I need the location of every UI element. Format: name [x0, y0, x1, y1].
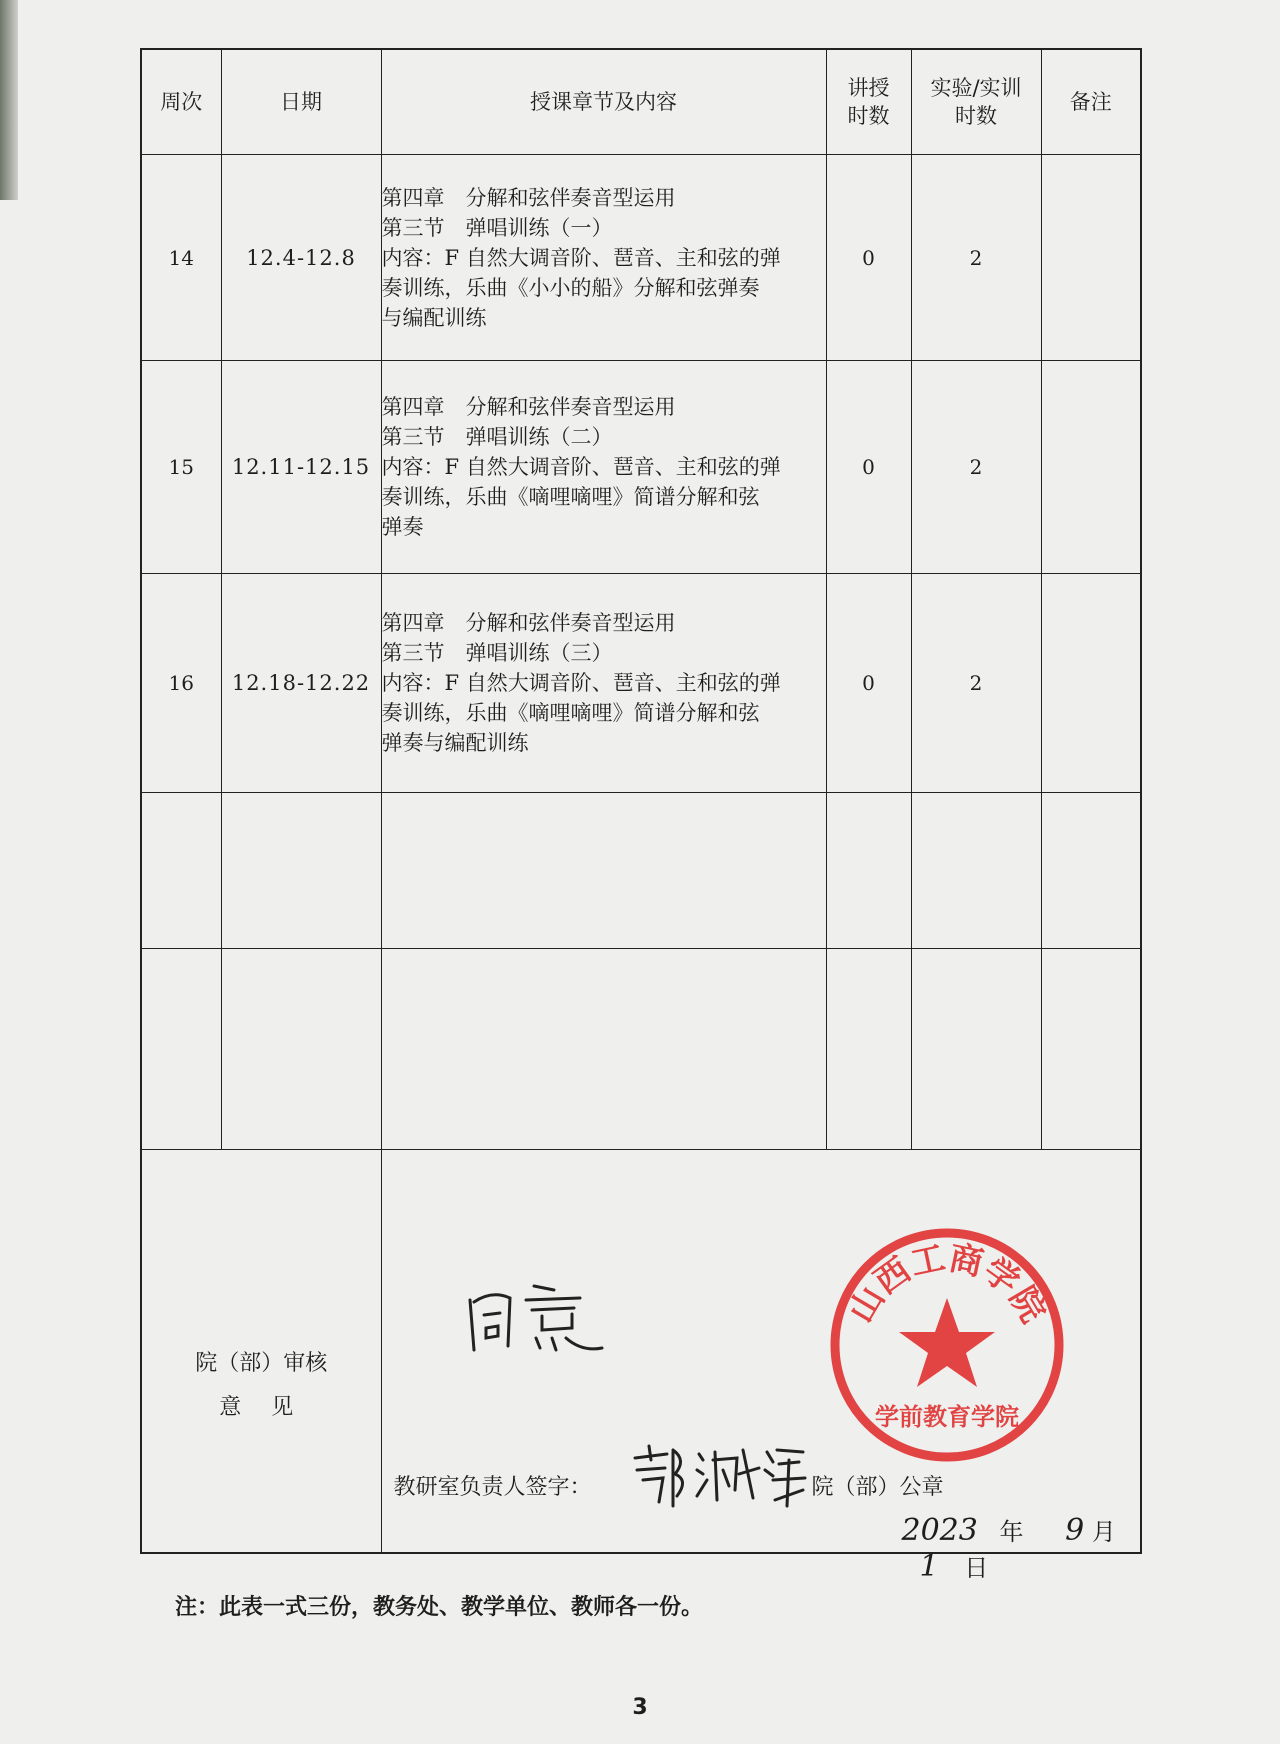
content-line: 奏训练，乐曲《嘀哩嘀哩》简谱分解和弦 — [381, 485, 760, 509]
signature-handwriting — [627, 1440, 807, 1510]
empty-cell — [221, 949, 381, 1150]
empty-row — [141, 949, 1141, 1150]
lecture-hours-cell: 0 — [826, 361, 911, 574]
week-cell: 16 — [141, 574, 221, 793]
content-line: 内容：F 自然大调音阶、琶音、主和弦的弹 — [381, 671, 781, 695]
content-cell — [381, 155, 826, 361]
lab-hours-cell: 2 — [911, 361, 1041, 574]
date-cell: 12.18-12.22 — [221, 574, 381, 793]
content-line: 奏训练，乐曲《嘀哩嘀哩》简谱分解和弦 — [381, 701, 760, 725]
table-header-row — [141, 49, 1141, 155]
remarks-cell — [1041, 574, 1141, 793]
review-label-cell — [141, 1150, 381, 1554]
header-content: 授课章节及内容 — [381, 49, 826, 155]
section-line: 第三节 弹唱训练（二） — [381, 425, 613, 449]
empty-cell — [826, 793, 911, 949]
content-line: 弹奏 — [381, 515, 424, 539]
section-line: 第三节 弹唱训练（一） — [381, 215, 613, 240]
table-row — [141, 361, 1141, 574]
header-lab-hours: 实验/实训 时数 — [911, 49, 1041, 155]
review-row — [141, 1150, 1141, 1554]
date-month: 9 — [1065, 1513, 1085, 1548]
content-line: 内容：F 自然大调音阶、琶音、主和弦的弹 — [381, 245, 781, 270]
header-lecture-hours: 讲授 时数 — [826, 49, 911, 155]
review-label-line1: 院（部）审核 — [195, 1351, 328, 1376]
approval-date — [902, 1512, 1141, 1584]
date-day-unit: 日 — [964, 1554, 989, 1582]
chapter-line: 第四章 分解和弦伴奏音型运用 — [381, 395, 676, 419]
empty-cell — [141, 793, 221, 949]
header-remarks: 备注 — [1041, 49, 1141, 155]
seal-graphic — [822, 1220, 1072, 1470]
content-line: 奏训练，乐曲《小小的船》分解和弦弹奏 — [381, 275, 760, 300]
lecture-hours-cell: 0 — [826, 155, 911, 361]
lecture-hours-cell: 0 — [826, 574, 911, 793]
opinion-handwriting — [462, 1280, 612, 1360]
page-number: 3 — [632, 1695, 648, 1720]
seal-label: 院（部）公章 — [811, 1475, 944, 1500]
content-cell — [381, 574, 826, 793]
handwritten-opinion — [462, 1280, 612, 1364]
empty-cell — [1041, 949, 1141, 1150]
footnote: 注：此表一式三份，教务处、教学单位、教师各一份。 — [175, 1595, 704, 1620]
content-line: 与编配训练 — [381, 305, 487, 330]
empty-cell — [381, 949, 826, 1150]
handwritten-signature — [627, 1440, 807, 1514]
header-week: 周次 — [141, 49, 221, 155]
empty-cell — [911, 793, 1041, 949]
seal-inner-text: 学前教育学院 — [874, 1403, 1019, 1431]
seal-outer-text: 山西工商学院 — [840, 1237, 1053, 1330]
content-line: 内容：F 自然大调音阶、琶音、主和弦的弹 — [381, 455, 781, 479]
chapter-line: 第四章 分解和弦伴奏音型运用 — [381, 185, 676, 210]
table-row — [141, 155, 1141, 361]
lab-hours-cell: 2 — [911, 574, 1041, 793]
empty-cell — [381, 793, 826, 949]
empty-cell — [826, 949, 911, 1150]
date-day: 1 — [919, 1549, 939, 1584]
remarks-cell — [1041, 155, 1141, 361]
week-cell: 15 — [141, 361, 221, 574]
date-cell: 12.4-12.8 — [221, 155, 381, 361]
empty-cell — [1041, 793, 1141, 949]
week-cell: 14 — [141, 155, 221, 361]
date-month-unit: 月 — [1091, 1518, 1116, 1546]
header-date: 日期 — [221, 49, 381, 155]
date-year: 2023 — [901, 1513, 978, 1548]
content-line: 弹奏与编配训练 — [381, 731, 529, 755]
empty-cell — [911, 949, 1041, 1150]
signature-label: 教研室负责人签字： — [393, 1475, 592, 1500]
content-cell — [381, 361, 826, 574]
teaching-schedule-table — [140, 48, 1142, 1584]
section-line: 第三节 弹唱训练（三） — [381, 641, 613, 665]
schedule-sheet — [140, 48, 1140, 1584]
official-seal — [822, 1220, 1072, 1474]
table-row — [141, 574, 1141, 793]
remarks-cell — [1041, 361, 1141, 574]
lab-hours-cell: 2 — [911, 155, 1041, 361]
review-label-line2: 意见 — [219, 1395, 324, 1420]
photo-edge-shadow — [0, 0, 18, 200]
date-cell: 12.11-12.15 — [221, 361, 381, 574]
date-year-unit: 年 — [999, 1518, 1024, 1546]
empty-row — [141, 793, 1141, 949]
chapter-line: 第四章 分解和弦伴奏音型运用 — [381, 611, 676, 635]
empty-cell — [141, 949, 221, 1150]
empty-cell — [221, 793, 381, 949]
review-area-cell — [381, 1150, 1141, 1584]
